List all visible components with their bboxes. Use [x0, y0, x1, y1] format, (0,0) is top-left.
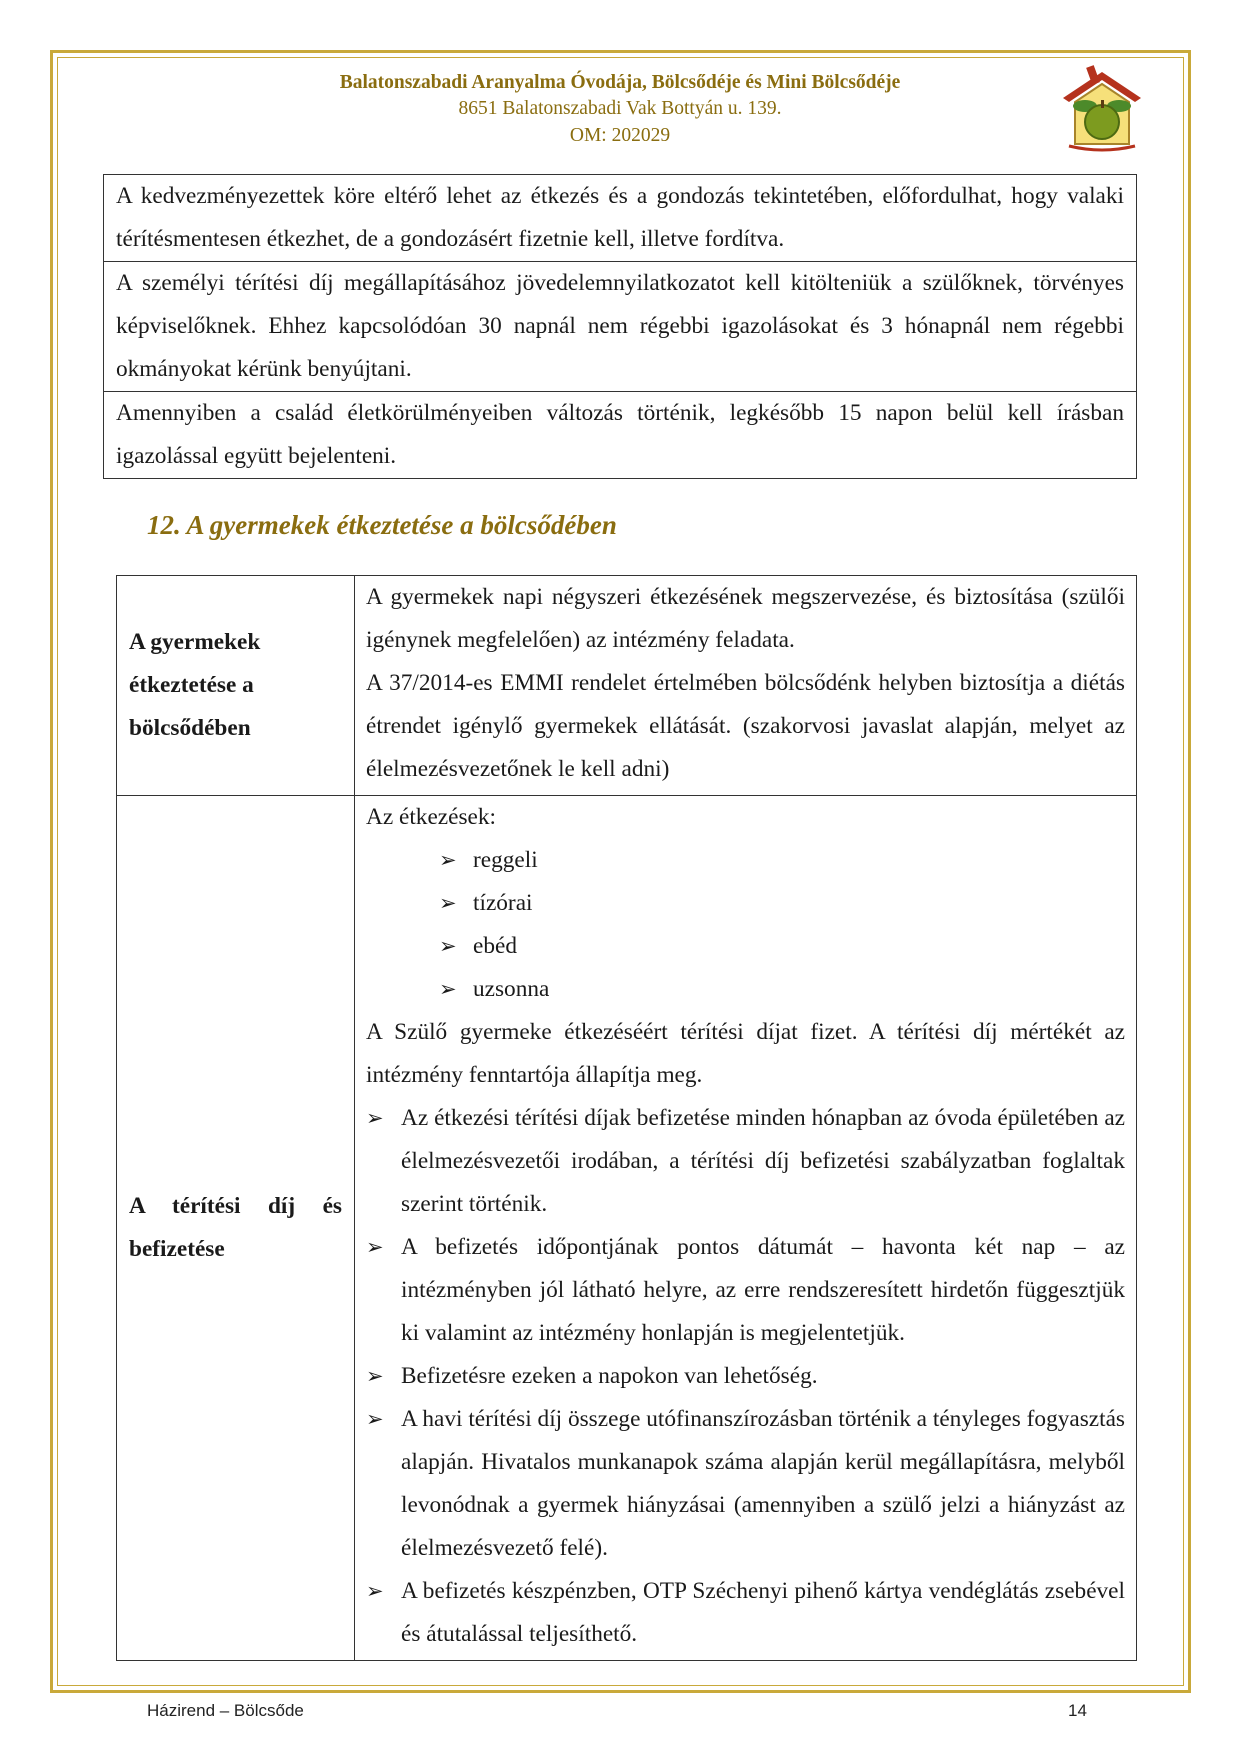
list-item: ➢ ebéd — [439, 925, 1125, 968]
arrow-bullet-icon: ➢ — [439, 977, 457, 1001]
arrow-bullet-icon: ➢ — [439, 848, 457, 872]
paragraph: A Szülő gyermeke étkezéséért térítési díjat fizet. A térítési díj mértékét az intézmény fenntartója állapítja meg. — [366, 1019, 1125, 1088]
intro-row: Amennyiben a család életkörülményeiben változás történik, legkésőbb 15 napon belül kell írásban igazolással együtt bejelenteni. — [104, 392, 1137, 479]
table-row — [117, 576, 1137, 796]
payment-bullets — [366, 1097, 1125, 1656]
list-item: ➢ A befizetés készpénzben, OTP Széchenyi pihenő kártya vendéglátás zsebével és átutalással teljesíthető. — [401, 1570, 1125, 1656]
meals-intro: Az étkezések: — [366, 804, 496, 830]
section-title: 12. A gyermekek étkeztetése a bölcsődében — [147, 510, 617, 540]
row-label-catering: A gyermekek étkeztetése a bölcsődében — [117, 576, 355, 796]
arrow-bullet-icon: ➢ — [366, 1235, 384, 1259]
footer-title: Házirend – Bölcsőde — [147, 1701, 304, 1720]
paragraph: A 37/2014-es EMMI rendelet értelmében bölcsődénk helyben biztosítja a diétás étrendet igénylő gyermekek ellátását. (szakorvosi javaslat alapján, melyet az élelmezésvezetőnek le kell adni) — [366, 670, 1125, 782]
arrow-bullet-icon: ➢ — [366, 1364, 384, 1388]
institution-address: 8651 Balatonszabadi Vak Bottyán u. 139. — [458, 98, 782, 119]
list-item: ➢ A havi térítési díj összege utófinanszírozásban történik a tényleges fogyasztás alapján. Hivatalos munkanapok száma alapján kerül megállapításra, melyből levonódnak a gyermek hiányzásai (amennyiben a szülő jelzi a hiányzást az élelmezésvezető felé). — [401, 1398, 1125, 1570]
paragraph: A gyermekek napi négyszeri étkezésének megszervezése, és biztosítása (szülői igénynek megfelelően) az intézmény feladata. — [366, 584, 1125, 653]
om-number: OM: 202029 — [569, 125, 671, 146]
list-item: ➢ tízórai — [439, 882, 1125, 925]
list-item: ➢ Az étkezési térítési díjak befizetése minden hónapban az óvoda épületében az élelmezésvezetői irodában, a térítési díj befizetési szabályzatban foglaltak szerint történik. — [401, 1097, 1125, 1226]
list-item: ➢ A befizetés időpontjának pontos dátumát – havonta két nap – az intézményben jól látható helyre, az erre rendszeresített hirdetőn függesztjük ki valamint az intézmény honlapján is megjelentetjük. — [401, 1226, 1125, 1355]
row-content-catering — [355, 576, 1137, 796]
row-label-fee: A térítési díj és befizetése — [117, 796, 355, 1661]
letterhead — [260, 70, 980, 151]
intro-row: A személyi térítési díj megállapításához jövedelemnyilatkozatot kell kitölteniük a szülőknek, törvényes képviselőknek. Ehhez kapcsolódóan 30 napnál nem régebbi igazolásokat és 3 hónapnál nem régebbi okmányokat kérünk benyújtani. — [104, 262, 1137, 392]
arrow-bullet-icon: ➢ — [366, 1106, 384, 1130]
apple-house-logo-icon — [1055, 62, 1149, 154]
arrow-bullet-icon: ➢ — [366, 1407, 384, 1431]
institution-name: Balatonszabadi Aranyalma Óvodája, Bölcsődéje és Mini Bölcsődéje — [339, 72, 901, 93]
catering-table — [116, 575, 1137, 1661]
list-item: ➢ reggeli — [439, 839, 1125, 882]
table-row — [117, 796, 1137, 1661]
intro-row: A kedvezményezettek köre eltérő lehet az étkezés és a gondozás tekintetében, előfordulhat, hogy valaki térítésmentesen étkezhet, de a gondozásért fizetnie kell, illetve fordítva. — [104, 175, 1137, 262]
list-item: ➢ uzsonna — [439, 968, 1125, 1011]
arrow-bullet-icon: ➢ — [439, 891, 457, 915]
row-content-fee — [355, 796, 1137, 1661]
arrow-bullet-icon: ➢ — [366, 1579, 384, 1603]
arrow-bullet-icon: ➢ — [439, 934, 457, 958]
page-number: 14 — [1068, 1701, 1087, 1720]
meals-list — [366, 839, 1125, 1011]
intro-table — [103, 174, 1137, 479]
list-item: ➢ Befizetésre ezeken a napokon van lehetőség. — [401, 1355, 1125, 1398]
